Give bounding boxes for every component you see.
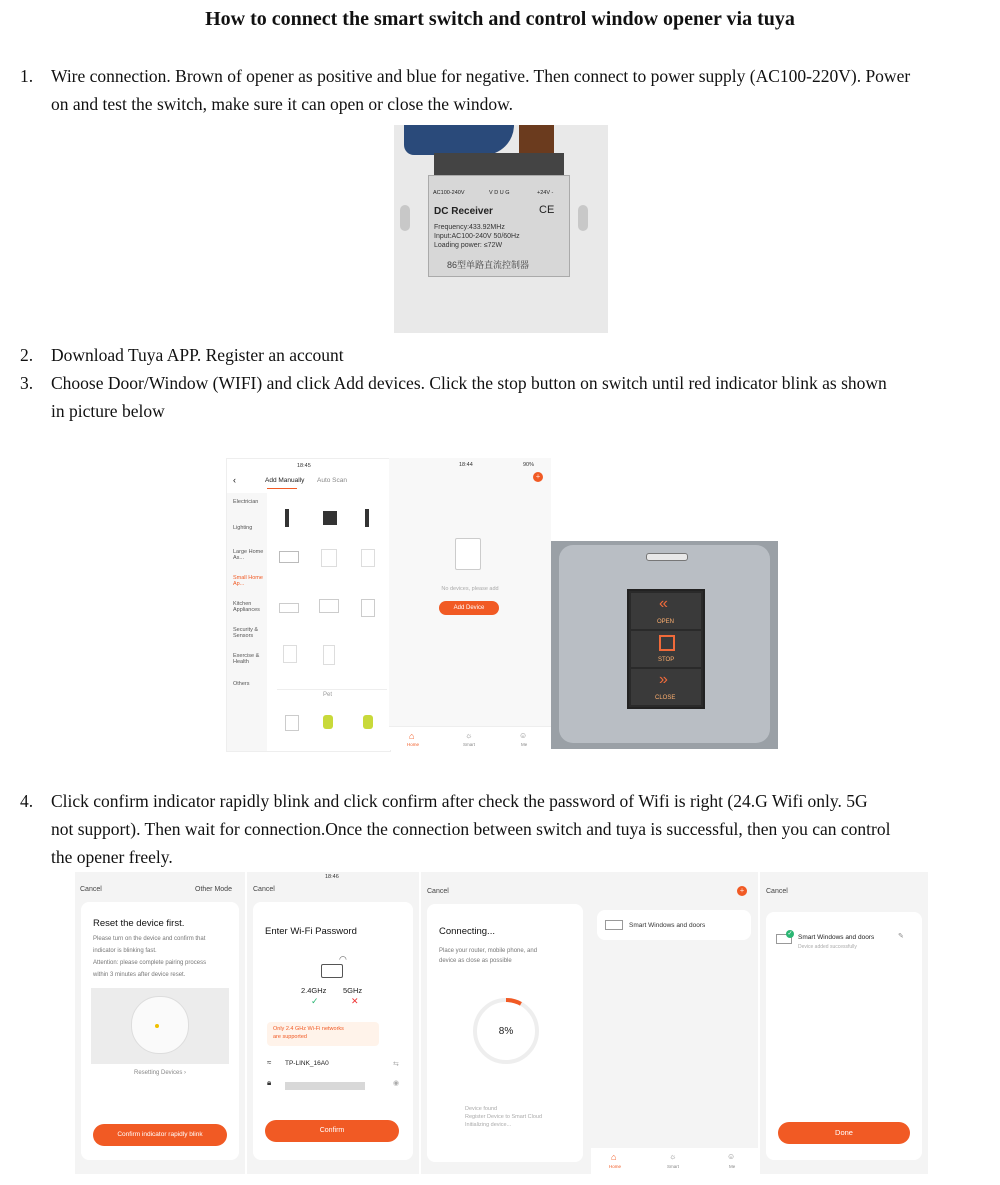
add-icon[interactable]: +	[737, 886, 747, 896]
screenshot-connecting	[421, 872, 591, 1174]
nav-home[interactable]: Home	[407, 742, 420, 747]
open-label: OPEN	[657, 619, 675, 625]
reset-illustration	[91, 988, 229, 1064]
category-item-selected[interactable]: Small Home Ap...	[233, 575, 263, 587]
device-icon[interactable]	[279, 603, 299, 613]
tab-auto-scan[interactable]: Auto Scan	[317, 477, 347, 484]
success-status: Device added successfully	[798, 944, 857, 950]
me-icon[interactable]: ☺	[727, 1152, 736, 1161]
mount-hole-left	[400, 205, 410, 231]
screenshot-device-list	[591, 872, 758, 1174]
step-text-line: Choose Door/Window (WIFI) and click Add devices. Click the stop button on switch until red indicator blink as shown	[51, 373, 887, 393]
category-item[interactable]: Security & Sensors	[233, 627, 259, 639]
category-sidebar	[227, 493, 267, 751]
stop-label: STOP	[658, 657, 675, 663]
step-number: 2.	[20, 345, 34, 365]
device-icon[interactable]	[323, 645, 335, 665]
status-line: Device found	[465, 1106, 498, 1112]
smart-icon[interactable]: ☼	[669, 1152, 677, 1161]
device-icon[interactable]	[319, 599, 339, 613]
close-button[interactable]	[631, 669, 701, 705]
reset-body: Please turn on the device and confirm that	[93, 936, 206, 942]
connecting-body: device as close as possible	[439, 958, 512, 964]
empty-document-icon	[455, 538, 481, 570]
button-column	[627, 589, 705, 709]
home-icon[interactable]: ⌂	[611, 1152, 617, 1162]
wire-brown	[519, 125, 554, 153]
category-item[interactable]: Kitchen Appliances	[233, 601, 260, 613]
step-number: 1.	[20, 66, 34, 86]
add-icon[interactable]: +	[533, 472, 543, 482]
receiver-photo	[394, 125, 608, 333]
open-button[interactable]	[631, 593, 701, 629]
cross-icon: ✕	[351, 996, 359, 1006]
success-card	[766, 912, 922, 1160]
reset-body: within 3 minutes after device reset.	[93, 972, 186, 978]
band-5ghz: 5GHz	[343, 986, 363, 995]
warning-text: Only 2.4 GHz Wi-Fi networks	[273, 1026, 344, 1032]
device-icon[interactable]	[323, 511, 337, 525]
eye-icon[interactable]: ◉	[393, 1080, 400, 1087]
nav-me[interactable]: Me	[729, 1164, 736, 1169]
window-device-icon	[605, 920, 623, 930]
smart-icon[interactable]: ☼	[465, 731, 473, 740]
device-icon[interactable]	[279, 551, 299, 563]
step-4	[20, 787, 960, 871]
receiver-frequency: Frequency:433.92MHz	[434, 224, 505, 231]
indicator-slot	[646, 553, 688, 561]
step-text-line: Wire connection. Brown of opener as positive and blue for negative. Then connect to power supply (AC100-220V). Power	[51, 66, 911, 86]
terminal-block	[434, 153, 564, 175]
screenshot-home	[389, 458, 551, 750]
warning-text: are supported	[273, 1034, 307, 1040]
stop-square-icon	[659, 635, 675, 651]
receiver-power: Loading power: ≤72W	[434, 242, 503, 249]
indicator-dot	[155, 1024, 159, 1028]
nav-home[interactable]: Home	[609, 1164, 622, 1169]
wire-bundle	[404, 125, 514, 155]
check-icon: ✓	[311, 996, 319, 1006]
close-arrow-icon: »	[659, 671, 668, 688]
reset-body: indicator is blinking fast.	[93, 948, 157, 954]
wifi-heading: Enter Wi-Fi Password	[265, 926, 357, 937]
receiver-model: 86型单路直流控制器	[447, 260, 530, 270]
back-icon[interactable]: ‹	[233, 475, 236, 485]
confirm-button[interactable]: Confirm	[265, 1120, 399, 1142]
ce-mark: CE	[539, 204, 555, 216]
step-1	[20, 62, 960, 118]
step-number: 3.	[20, 373, 34, 393]
password-field[interactable]	[285, 1082, 365, 1090]
step-text-line: on and test the switch, make sure it can open or close the window.	[51, 94, 514, 114]
device-icon[interactable]	[285, 509, 289, 527]
wifi-signal-icon: ◠	[339, 954, 347, 964]
device-circle	[131, 996, 189, 1054]
label-header-2: V D U G	[489, 190, 510, 196]
connecting-heading: Connecting...	[439, 926, 495, 937]
device-icon[interactable]	[361, 549, 375, 567]
screenshot-add-device	[226, 458, 391, 752]
cancel-link[interactable]: Cancel	[80, 886, 102, 893]
device-name: Smart Windows and doors	[629, 922, 706, 929]
reset-heading: Reset the device first.	[93, 918, 185, 929]
cancel-link[interactable]: Cancel	[766, 888, 788, 895]
ssid-field[interactable]: TP-LINK_16A0	[285, 1060, 329, 1067]
device-icon[interactable]	[323, 715, 333, 729]
switch-network-icon[interactable]: ⇆	[393, 1061, 399, 1068]
category-item[interactable]: Electrician	[233, 499, 259, 505]
tab-underline	[267, 488, 297, 489]
status-battery: 90%	[523, 462, 535, 468]
section-pet: Pet	[323, 692, 333, 698]
section-divider	[277, 689, 387, 690]
done-button[interactable]: Done	[778, 1122, 910, 1144]
cancel-link[interactable]: Cancel	[427, 888, 449, 895]
receiver-name: DC Receiver	[434, 206, 493, 217]
screenshot-reset-device	[75, 872, 245, 1174]
nav-smart[interactable]: Smart	[463, 742, 476, 747]
connecting-card	[427, 904, 583, 1162]
category-item[interactable]: Others	[233, 681, 250, 687]
tab-add-manually[interactable]: Add Manually	[265, 477, 305, 484]
wifi-card	[253, 902, 413, 1160]
band-24ghz: 2.4GHz	[301, 986, 327, 995]
label-header-1: AC100-240V	[433, 190, 465, 196]
step-text-line: Click confirm indicator rapidly blink and click confirm after check the password of Wifi is right (24.G Wifi only. 5G	[51, 791, 868, 811]
edit-icon[interactable]: ✎	[898, 933, 904, 940]
switch-panel-photo	[551, 541, 778, 749]
connecting-body: Place your router, mobile phone, and	[439, 948, 538, 954]
screenshot-device-added	[760, 872, 928, 1174]
step-text-line: the opener freely.	[51, 847, 173, 867]
label-header-3: +24V -	[537, 190, 554, 196]
page-title: How to connect the smart switch and control window opener via tuya	[205, 8, 795, 30]
device-card[interactable]	[597, 910, 751, 940]
close-label: CLOSE	[655, 695, 676, 701]
open-arrow-icon: «	[659, 595, 668, 612]
bottom-nav	[389, 726, 551, 750]
router-icon	[321, 964, 343, 978]
add-device-button[interactable]: Add Device	[439, 601, 499, 615]
screenshot-wifi-password	[247, 872, 419, 1174]
nav-smart[interactable]: Smart	[667, 1164, 680, 1169]
status-line: Register Device to Smart Cloud	[465, 1114, 543, 1120]
reset-card	[81, 902, 239, 1160]
device-icon[interactable]	[361, 599, 375, 617]
resetting-devices-link[interactable]: Resetting Devices ›	[133, 1070, 187, 1076]
step-2	[20, 341, 960, 369]
mount-hole-right	[578, 205, 588, 231]
empty-state-text: No devices, please add	[441, 586, 499, 592]
device-icon[interactable]	[365, 509, 369, 527]
reset-body: Attention: please complete pairing process	[93, 960, 207, 966]
warning-banner	[267, 1022, 379, 1046]
status-line: Initializing device...	[465, 1122, 512, 1128]
device-icon[interactable]	[285, 715, 299, 731]
device-icon[interactable]	[363, 715, 373, 729]
cancel-link[interactable]: Cancel	[253, 886, 275, 893]
success-check-icon: ✓	[787, 931, 793, 937]
device-icon[interactable]	[283, 645, 297, 663]
lock-icon: 🔒︎	[267, 1078, 272, 1087]
label-sticker	[428, 175, 570, 277]
category-item[interactable]: Lighting	[233, 525, 253, 531]
device-icon[interactable]	[321, 549, 337, 567]
me-icon[interactable]: ☺	[519, 731, 528, 740]
step-text-line: not support). Then wait for connection.Once the connection between switch and tuya is successful, then you can control	[51, 819, 891, 839]
step-3	[20, 369, 960, 425]
other-mode-link[interactable]: Other Mode	[195, 886, 232, 893]
confirm-blink-button[interactable]: Confirm indicator rapidly blink	[93, 1124, 227, 1146]
category-item[interactable]: Exercise & Health	[233, 653, 260, 665]
step-text-line: in picture below	[51, 401, 165, 421]
step-text-line: Download Tuya APP. Register an account	[51, 345, 344, 365]
status-time: 18:45	[297, 463, 311, 469]
status-time: 18:44	[459, 462, 473, 468]
bottom-nav	[591, 1148, 758, 1174]
receiver-input: Input:AC100-240V 50/60Hz	[434, 233, 520, 240]
category-item[interactable]: Large Home As...	[233, 549, 264, 561]
wifi-icon: ≈	[267, 1058, 272, 1067]
progress-percent: 8%	[498, 1026, 514, 1037]
status-time: 18:46	[325, 874, 339, 880]
device-name: Smart Windows and doors	[798, 934, 875, 941]
nav-me[interactable]: Me	[521, 742, 528, 747]
step-number: 4.	[20, 791, 34, 811]
home-icon[interactable]: ⌂	[409, 731, 415, 741]
stop-button[interactable]	[631, 631, 701, 667]
